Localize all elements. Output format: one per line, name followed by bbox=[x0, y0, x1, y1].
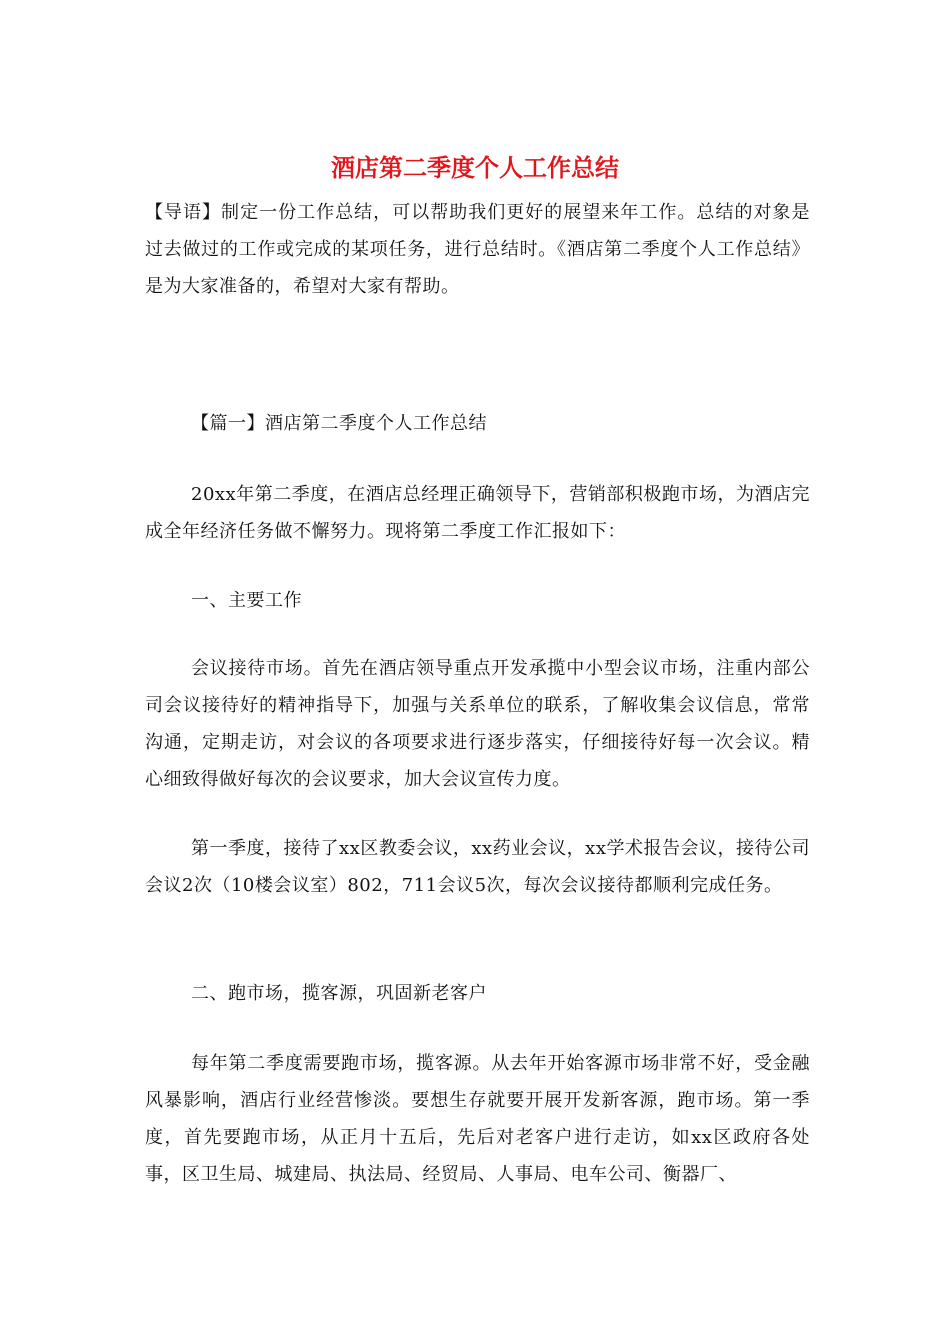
section-heading: 【篇一】酒店第二季度个人工作总结 bbox=[191, 413, 487, 434]
paragraph-2: 会议接待市场。首先在酒店领导重点开发承揽中小型会议市场，注重内部公司会议接待好的精神指导下，加强与关系单位的联系，了解收集会议信息，常常沟通，定期走访，对会议的各项要求进行逐步落实，仔细接待好每一次会议。精心细致得做好每次的会议要求，加大会议宣传力度。 bbox=[145, 658, 810, 790]
document-title: 酒店第二季度个人工作总结 bbox=[331, 153, 619, 182]
paragraph-1: 20xx年第二季度，在酒店总经理正确领导下，营销部积极跑市场，为酒店完成全年经济任务做不懈努力。现将第二季度工作汇报如下： bbox=[145, 484, 810, 542]
paragraph-4: 每年第二季度需要跑市场，揽客源。从去年开始客源市场非常不好，受金融风暴影响，酒店行业经营惨淡。要想生存就要开展开发新客源，跑市场。第一季度，首先要跑市场，从正月十五后，先后对老客户进行走访，如xx区政府各处事，区卫生局、城建局、执法局、经贸局、人事局、电车公司、衡器厂、 bbox=[145, 1053, 810, 1185]
intro-paragraph: 【导语】制定一份工作总结，可以帮助我们更好的展望来年工作。总结的对象是过去做过的工作或完成的某项任务，进行总结时。《酒店第二季度个人工作总结》是为大家准备的，希望对大家有帮助。 bbox=[145, 202, 810, 297]
heading-main-work: 一、主要工作 bbox=[191, 590, 302, 611]
heading-market: 二、跑市场，揽客源，巩固新老客户 bbox=[191, 983, 487, 1004]
paragraph-3: 第一季度，接待了xx区教委会议，xx药业会议，xx学术报告会议，接待公司会议2次（10楼会议室）802，711会议5次，每次会议接待都顺利完成任务。 bbox=[145, 838, 810, 896]
